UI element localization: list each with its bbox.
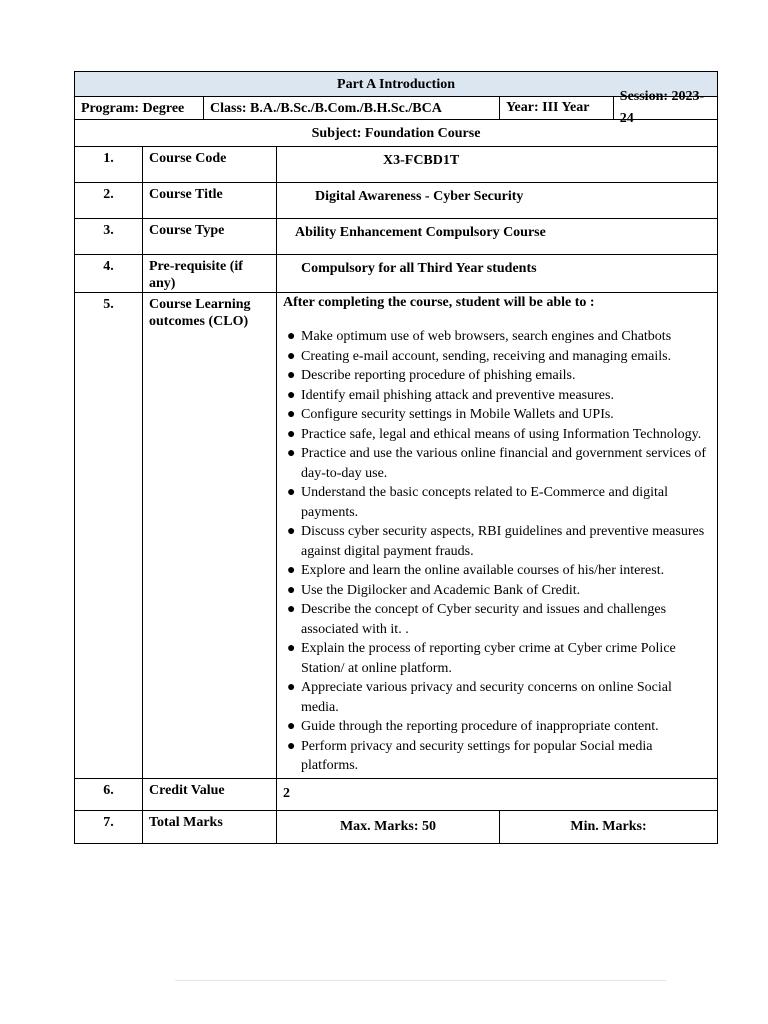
credit-value: 2 <box>277 778 718 810</box>
bullet-icon: ● <box>287 582 296 598</box>
clo-item-text: Discuss cyber security aspects, RBI guidelines and preventive measures against digital payment frauds. <box>301 524 705 559</box>
clo-item <box>287 347 711 367</box>
clo-item-text: Guide through the reporting procedure of inappropriate content. <box>301 719 659 734</box>
clo-item-text: Explore and learn the online available courses of his/her interest. <box>301 563 665 578</box>
course-code-value: X3-FCBD1T <box>277 147 718 183</box>
clo-label: Course Learning outcomes (CLO) <box>143 293 277 779</box>
bullet-icon: ● <box>287 738 296 754</box>
bullet-icon: ● <box>287 602 296 617</box>
bullet-icon: ● <box>287 485 296 500</box>
class-cell: Class: B.A./B.Sc./B.Com./B.H.Sc./BCA <box>204 97 500 120</box>
bullet-icon: ● <box>287 641 296 656</box>
bullet-icon: ● <box>287 680 296 695</box>
table-row <box>75 293 718 779</box>
clo-item-text: Configure security settings in Mobile Wallets and UPIs. <box>301 407 614 422</box>
table-row <box>75 255 718 293</box>
clo-item-text: Practice safe, legal and ethical means of using Information Technology. <box>301 426 702 442</box>
clo-item-text: Make optimum use of web browsers, search engines and Chatbots <box>301 329 672 344</box>
bullet-icon: ● <box>287 329 296 344</box>
clo-item-text: Understand the basic concepts related to E-Commerce and digital payments. <box>301 485 668 520</box>
prerequisite-label: Pre-requisite (if any) <box>143 255 277 293</box>
clo-item-text: Describe reporting procedure of phishing emails. <box>301 368 576 383</box>
table-row <box>75 810 718 843</box>
table-row <box>75 147 718 183</box>
program-cell: Program: Degree <box>75 97 204 120</box>
clo-intro: After completing the course, student will be able to : <box>283 295 595 310</box>
bullet-icon: ● <box>287 387 296 403</box>
clo-item-text: Practice and use the various online financial and government services of day-to-day use. <box>301 446 707 481</box>
bullet-icon: ● <box>287 426 296 442</box>
clo-item <box>287 444 711 483</box>
bullet-icon: ● <box>287 348 296 364</box>
min-marks: Min. Marks: <box>500 810 718 843</box>
clo-item <box>287 327 711 347</box>
clo-item <box>287 581 711 601</box>
clo-item <box>287 522 711 561</box>
total-marks-label: Total Marks <box>143 810 277 843</box>
bullet-icon: ● <box>287 524 296 539</box>
course-title-value: Digital Awareness - Cyber Security <box>277 183 718 219</box>
clo-content <box>277 293 718 779</box>
table-row <box>75 183 718 219</box>
clo-item <box>287 483 711 522</box>
row-number: 6. <box>75 778 143 810</box>
row-number: 2. <box>75 183 143 219</box>
row-number: 3. <box>75 219 143 255</box>
clo-item-text: Explain the process of reporting cyber crime at Cyber crime Police Station/ at online platform. <box>301 641 676 676</box>
row-number: 5. <box>75 293 143 779</box>
clo-item <box>287 405 711 425</box>
clo-item-text: Identify email phishing attack and preventive measures. <box>301 387 614 403</box>
table-row <box>75 219 718 255</box>
clo-item <box>287 425 711 445</box>
clo-item <box>287 600 711 639</box>
page-footer-divider <box>175 980 666 981</box>
clo-item <box>287 639 711 678</box>
max-marks: Max. Marks: 50 <box>277 810 500 843</box>
clo-item <box>287 717 711 737</box>
credit-label: Credit Value <box>143 778 277 810</box>
clo-list <box>283 327 711 776</box>
course-code-label: Course Code <box>143 147 277 183</box>
clo-item <box>287 366 711 386</box>
bullet-icon: ● <box>287 563 296 578</box>
bullet-icon: ● <box>287 368 296 383</box>
session-cell: Session: 2023-24 <box>619 89 705 126</box>
clo-item-text: Appreciate various privacy and security concerns on online Social media. <box>301 680 672 715</box>
row-number: 4. <box>75 255 143 293</box>
clo-item <box>287 678 711 717</box>
bullet-icon: ● <box>287 407 296 422</box>
clo-item-text: Creating e-mail account, sending, receiving and managing emails. <box>301 348 672 364</box>
part-title: Part A Introduction <box>75 72 718 97</box>
row-number: 7. <box>75 810 143 843</box>
course-table <box>74 71 718 844</box>
course-title-label: Course Title <box>143 183 277 219</box>
bullet-icon: ● <box>287 446 296 461</box>
clo-item-text: Use the Digilocker and Academic Bank of Credit. <box>301 582 581 598</box>
course-type-value: Ability Enhancement Compulsory Course <box>277 219 718 255</box>
clo-item <box>287 737 711 776</box>
bullet-icon: ● <box>287 719 296 734</box>
row-number: 1. <box>75 147 143 183</box>
clo-item <box>287 386 711 406</box>
table-row <box>75 778 718 810</box>
year-session-cell <box>500 89 718 126</box>
clo-item <box>287 561 711 581</box>
prerequisite-value: Compulsory for all Third Year students <box>277 255 718 293</box>
course-type-label: Course Type <box>143 219 277 255</box>
course-document <box>74 71 717 844</box>
subject-title: Subject: Foundation Course <box>75 120 718 147</box>
year-cell: Year: III Year <box>500 97 614 119</box>
clo-item-text: Perform privacy and security settings for popular Social media platforms. <box>301 738 653 773</box>
clo-item-text: Describe the concept of Cyber security and issues and challenges associated with it. . <box>301 602 667 637</box>
